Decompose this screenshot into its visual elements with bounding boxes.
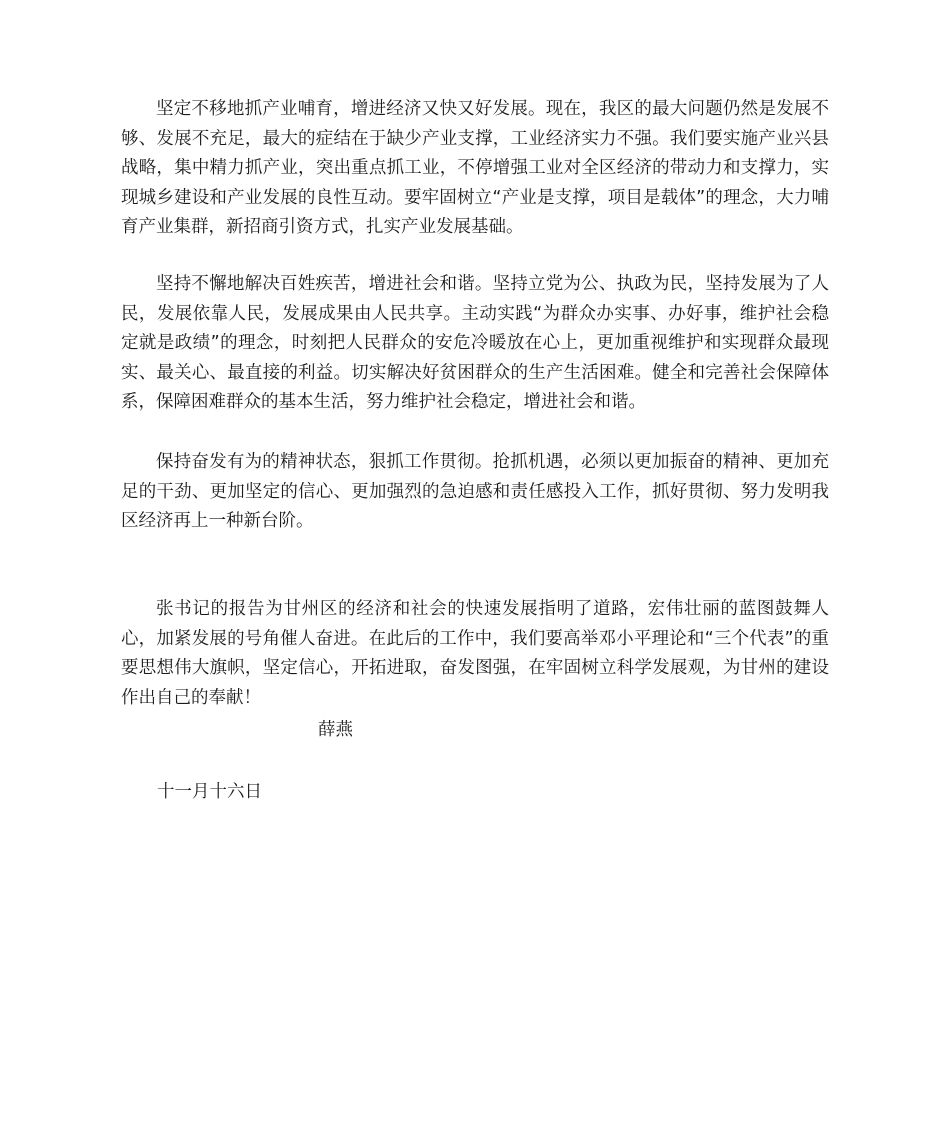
paragraph-work-spirit: 保持奋发有为的精神状态，狠抓工作贯彻。抢抓机遇，必须以更加振奋的精神、更加充足的干劲、更加坚定的信心、更加强烈的急迫感和责任感投入工作，抓好贯彻、努力发明我区经济再上一种新台阶。	[121, 452, 829, 532]
paragraph-industry: 坚定不移地抓产业哺育，增进经济又快又好发展。现在，我区的最大问题仍然是发展不够、发展不充足，最大的症结在于缺少产业支撑，工业经济实力不强。我们要实施产业兴县战略，集中精力抓产业，突出重点抓工业，不停增强工业对全区经济的带动力和支撑力，实现城乡建设和产业发展的良性互动。要牢固树立“产业是支撑，项目是载体”的理念，大力哺育产业集群，新招商引资方式，扎实产业发展基础。	[121, 99, 829, 238]
author-signature: 薛燕	[318, 720, 353, 740]
paragraph-conclusion: 张书记的报告为甘州区的经济和社会的快速发展指明了道路，宏伟壮丽的蓝图鼓舞人心，加紧发展的号角催人奋进。在此后的工作中，我们要高举邓小平理论和“三个代表”的重要思想伟大旗帜，坚定信心，开拓进取，奋发图强，在牢固树立科学发展观，为甘州的建设作出自己的奉献！	[121, 599, 829, 708]
paragraph-social-harmony: 坚持不懈地解决百姓疾苦，增进社会和谐。坚持立党为公、执政为民，坚持发展为了人民，发展依靠人民，发展成果由人民共享。主动实践“为群众办实事、办好事，维护社会稳定就是政绩”的理念，时刻把人民群众的安危冷暖放在心上，更加重视维护和实现群众最现实、最关心、最直接的利益。切实解决好贫困群众的生产生活困难。健全和完善社会保障体系，保障困难群众的基本生活，努力维护社会稳定，增进社会和谐。	[121, 274, 829, 413]
document-date: 十一月十六日	[157, 782, 262, 802]
